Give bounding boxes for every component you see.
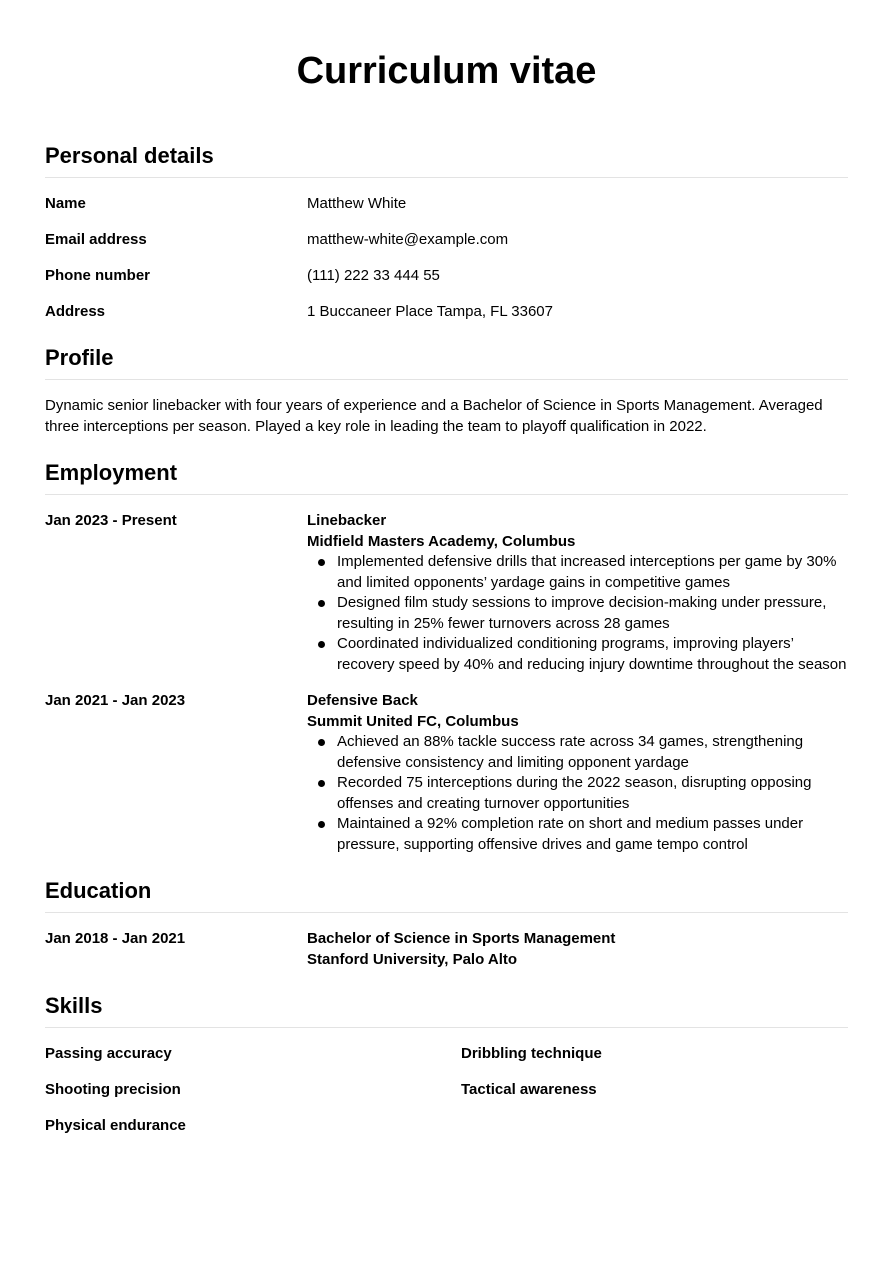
- achievement-list: [307, 732, 848, 855]
- employment-dates: Jan 2023 - Present: [45, 512, 177, 529]
- education-dates: Jan 2018 - Jan 2021: [45, 930, 186, 947]
- detail-label: Phone number: [45, 267, 151, 284]
- employment-heading: Employment: [45, 460, 848, 495]
- bullet-icon: [318, 739, 325, 746]
- employment-section: [45, 460, 848, 855]
- document-title: Curriculum vitae: [296, 50, 597, 92]
- detail-label: Email address: [45, 231, 147, 248]
- achievement-text: Achieved an 88% tackle success rate across 34 games, strengthening defensive consistency and limiting opponent yardage: [337, 733, 804, 771]
- detail-value: matthew-white@example.com: [307, 231, 509, 248]
- personal-details-list: [45, 178, 848, 322]
- achievement-item: [307, 593, 848, 634]
- skills-list: [45, 1028, 848, 1136]
- detail-row-name: [45, 194, 848, 214]
- bullet-icon: [318, 559, 325, 566]
- profile-summary: Dynamic senior linebacker with four years of experience and a Bachelor of Science in Sports Management. Averaged three interceptions per season. Played a key role in leading the team to playoff qualification in 2022.: [45, 397, 823, 435]
- bullet-icon: [318, 780, 325, 787]
- achievement-item: [307, 552, 848, 593]
- skill-item: Tactical awareness: [461, 1081, 597, 1098]
- detail-value: 1 Buccaneer Place Tampa, FL 33607: [307, 303, 553, 320]
- education-details: [307, 929, 848, 970]
- bullet-icon: [318, 641, 325, 648]
- detail-value: (111) 222 33 444 55: [307, 267, 440, 284]
- employer: Midfield Masters Academy, Columbus: [307, 532, 576, 550]
- detail-row-email: [45, 230, 848, 250]
- skills-heading: Skills: [45, 993, 848, 1028]
- achievement-text: Coordinated individualized conditioning programs, improving players’ recovery speed by 40% and reducing injury downtime throughout the season: [337, 635, 847, 673]
- education-entry: [45, 929, 848, 970]
- education-list: [45, 913, 848, 970]
- achievement-item: [307, 814, 848, 855]
- personal-details-heading: Personal details: [45, 143, 848, 178]
- achievement-text: Implemented defensive drills that increased interceptions per game by 30% and limited opponents’ yardage gains in competitive games: [337, 553, 837, 591]
- employment-details: [307, 691, 848, 855]
- achievement-text: Designed film study sessions to improve decision-making under pressure, resulting in 25% fewer turnovers across 28 games: [337, 594, 827, 632]
- education-heading: Education: [45, 878, 848, 913]
- achievement-item: [307, 773, 848, 814]
- employment-details: [307, 511, 848, 675]
- education-section: [45, 878, 848, 970]
- detail-label: Name: [45, 195, 86, 212]
- achievement-item: [307, 634, 848, 675]
- employment-entry: [45, 691, 848, 855]
- personal-details-section: [45, 143, 848, 322]
- employment-entry: [45, 511, 848, 675]
- job-title: Defensive Back: [307, 692, 418, 709]
- achievement-text: Maintained a 92% completion rate on short and medium passes under pressure, supporting offensive drives and game tempo control: [337, 815, 804, 853]
- employer: Summit United FC, Columbus: [307, 712, 519, 730]
- employment-list: [45, 495, 848, 855]
- profile-heading: Profile: [45, 345, 848, 380]
- bullet-icon: [318, 600, 325, 607]
- school: Stanford University, Palo Alto: [307, 950, 518, 968]
- skill-item: Shooting precision: [45, 1081, 181, 1098]
- job-title: Linebacker: [307, 512, 387, 529]
- skill-item: Dribbling technique: [461, 1045, 602, 1062]
- skill-item: Passing accuracy: [45, 1045, 172, 1062]
- achievement-item: [307, 732, 848, 773]
- detail-row-address: [45, 302, 848, 322]
- detail-value: Matthew White: [307, 195, 407, 212]
- skills-section: [45, 993, 848, 1136]
- detail-row-phone: [45, 266, 848, 286]
- achievement-list: [307, 552, 848, 675]
- skill-item: Physical endurance: [45, 1117, 186, 1134]
- bullet-icon: [318, 821, 325, 828]
- employment-dates: Jan 2021 - Jan 2023: [45, 692, 186, 709]
- detail-label: Address: [45, 303, 106, 320]
- profile-section: [45, 345, 848, 437]
- degree: Bachelor of Science in Sports Management: [307, 930, 616, 947]
- achievement-text: Recorded 75 interceptions during the 2022 season, disrupting opposing offenses and creating turnover opportunities: [337, 774, 812, 812]
